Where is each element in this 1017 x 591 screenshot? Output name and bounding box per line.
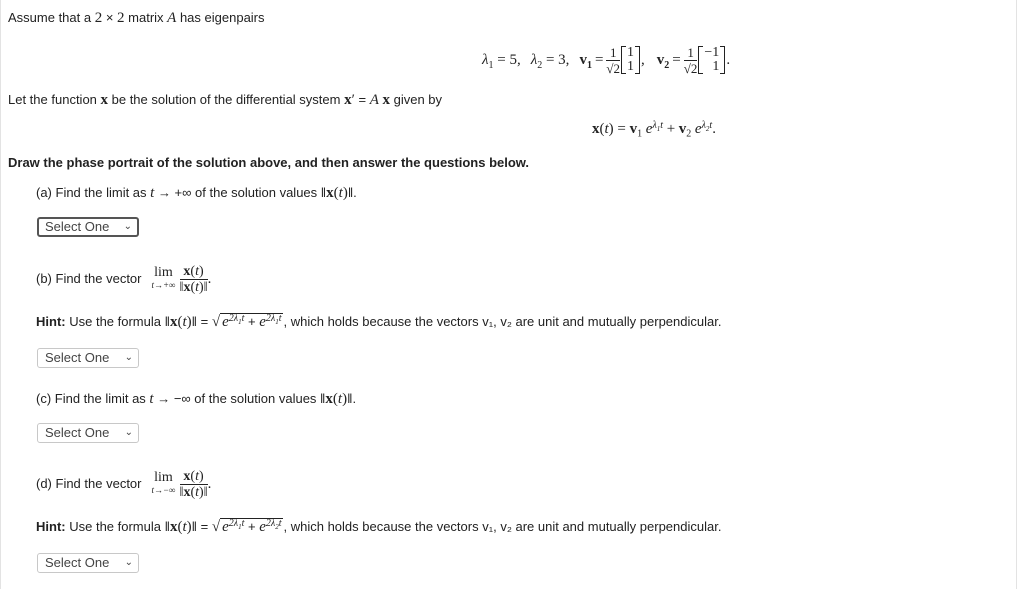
intro-text: Assume that a 2 × 2 matrix A has eigenpairs — [8, 10, 265, 26]
part-d-question: (d) Find the vector lim t→−∞ $\frac{x(t)}{‖x(t)‖}$ . — [36, 469, 212, 500]
chevron-down-icon: ⌄ — [124, 557, 133, 568]
hint-2-text: which holds because the vectors v₁, v₂ are unit and mutually perpendicular. — [290, 519, 722, 534]
chevron-down-icon: ⌄ — [124, 352, 133, 363]
part-d-label: (d) Find the vector — [36, 476, 142, 491]
hint-1: Hint: Use the formula ‖x(t)‖ = √ $e^{2\lambda_1t} + e^{2\lambda_1t}$ , which holds because the vectors v₁, v₂ are unit and mutually perpendicular. — [36, 312, 722, 330]
part-d-select-value: Select One — [45, 555, 110, 570]
part-c-select-value: Select One — [45, 425, 110, 440]
part-b-label: (b) Find the vector — [36, 271, 142, 286]
part-a-question: (a) Find the limit as t → +∞ of the solution values ‖x(t)‖. — [36, 185, 357, 201]
part-d-select[interactable] — [37, 553, 139, 573]
chevron-down-icon: ⌄ — [124, 427, 133, 438]
hint-1-text: which holds because the vectors v₁, v₂ are unit and mutually perpendicular. — [290, 314, 722, 329]
part-b-question: (b) Find the vector lim t→+∞ $\frac{x(t)}{‖x(t)‖}$ . — [36, 264, 212, 295]
let-text: Let the function x be the solution of the differential system x′ = A x given by — [8, 92, 443, 108]
eigenpairs-equation: $\lambda_1 = 5$, $\lambda_2 = 3$, $v_1$ = $\frac{1}{√2}$ 1 1 , $v_2$ = $\frac{1}{√2}$ −1 1 . — [482, 44, 731, 76]
part-c-select[interactable] — [37, 423, 139, 443]
part-b-select-value: Select One — [45, 350, 110, 365]
draw-instruction: Draw the phase portrait of the solution above, and then answer the questions below. — [8, 155, 530, 170]
part-b-select[interactable] — [37, 348, 139, 368]
part-c-question: (c) Find the limit as t → −∞ of the solution values ‖x(t)‖. — [36, 391, 357, 407]
chevron-down-icon: ⌄ — [123, 221, 132, 232]
part-a-select[interactable] — [37, 217, 139, 237]
part-a-select-value: Select One — [45, 219, 110, 234]
hint-2: Hint: Use the formula ‖x(t)‖ = √ $e^{2\lambda_1t} + e^{2\lambda_2t}$ , which holds because the vectors v₁, v₂ are unit and mutually perpendicular. — [36, 517, 722, 535]
solution-equation: $x(t) = v_1$ $e^{\lambda_1t} + v_2$ $e^{\lambda_2t}$. — [592, 119, 716, 140]
